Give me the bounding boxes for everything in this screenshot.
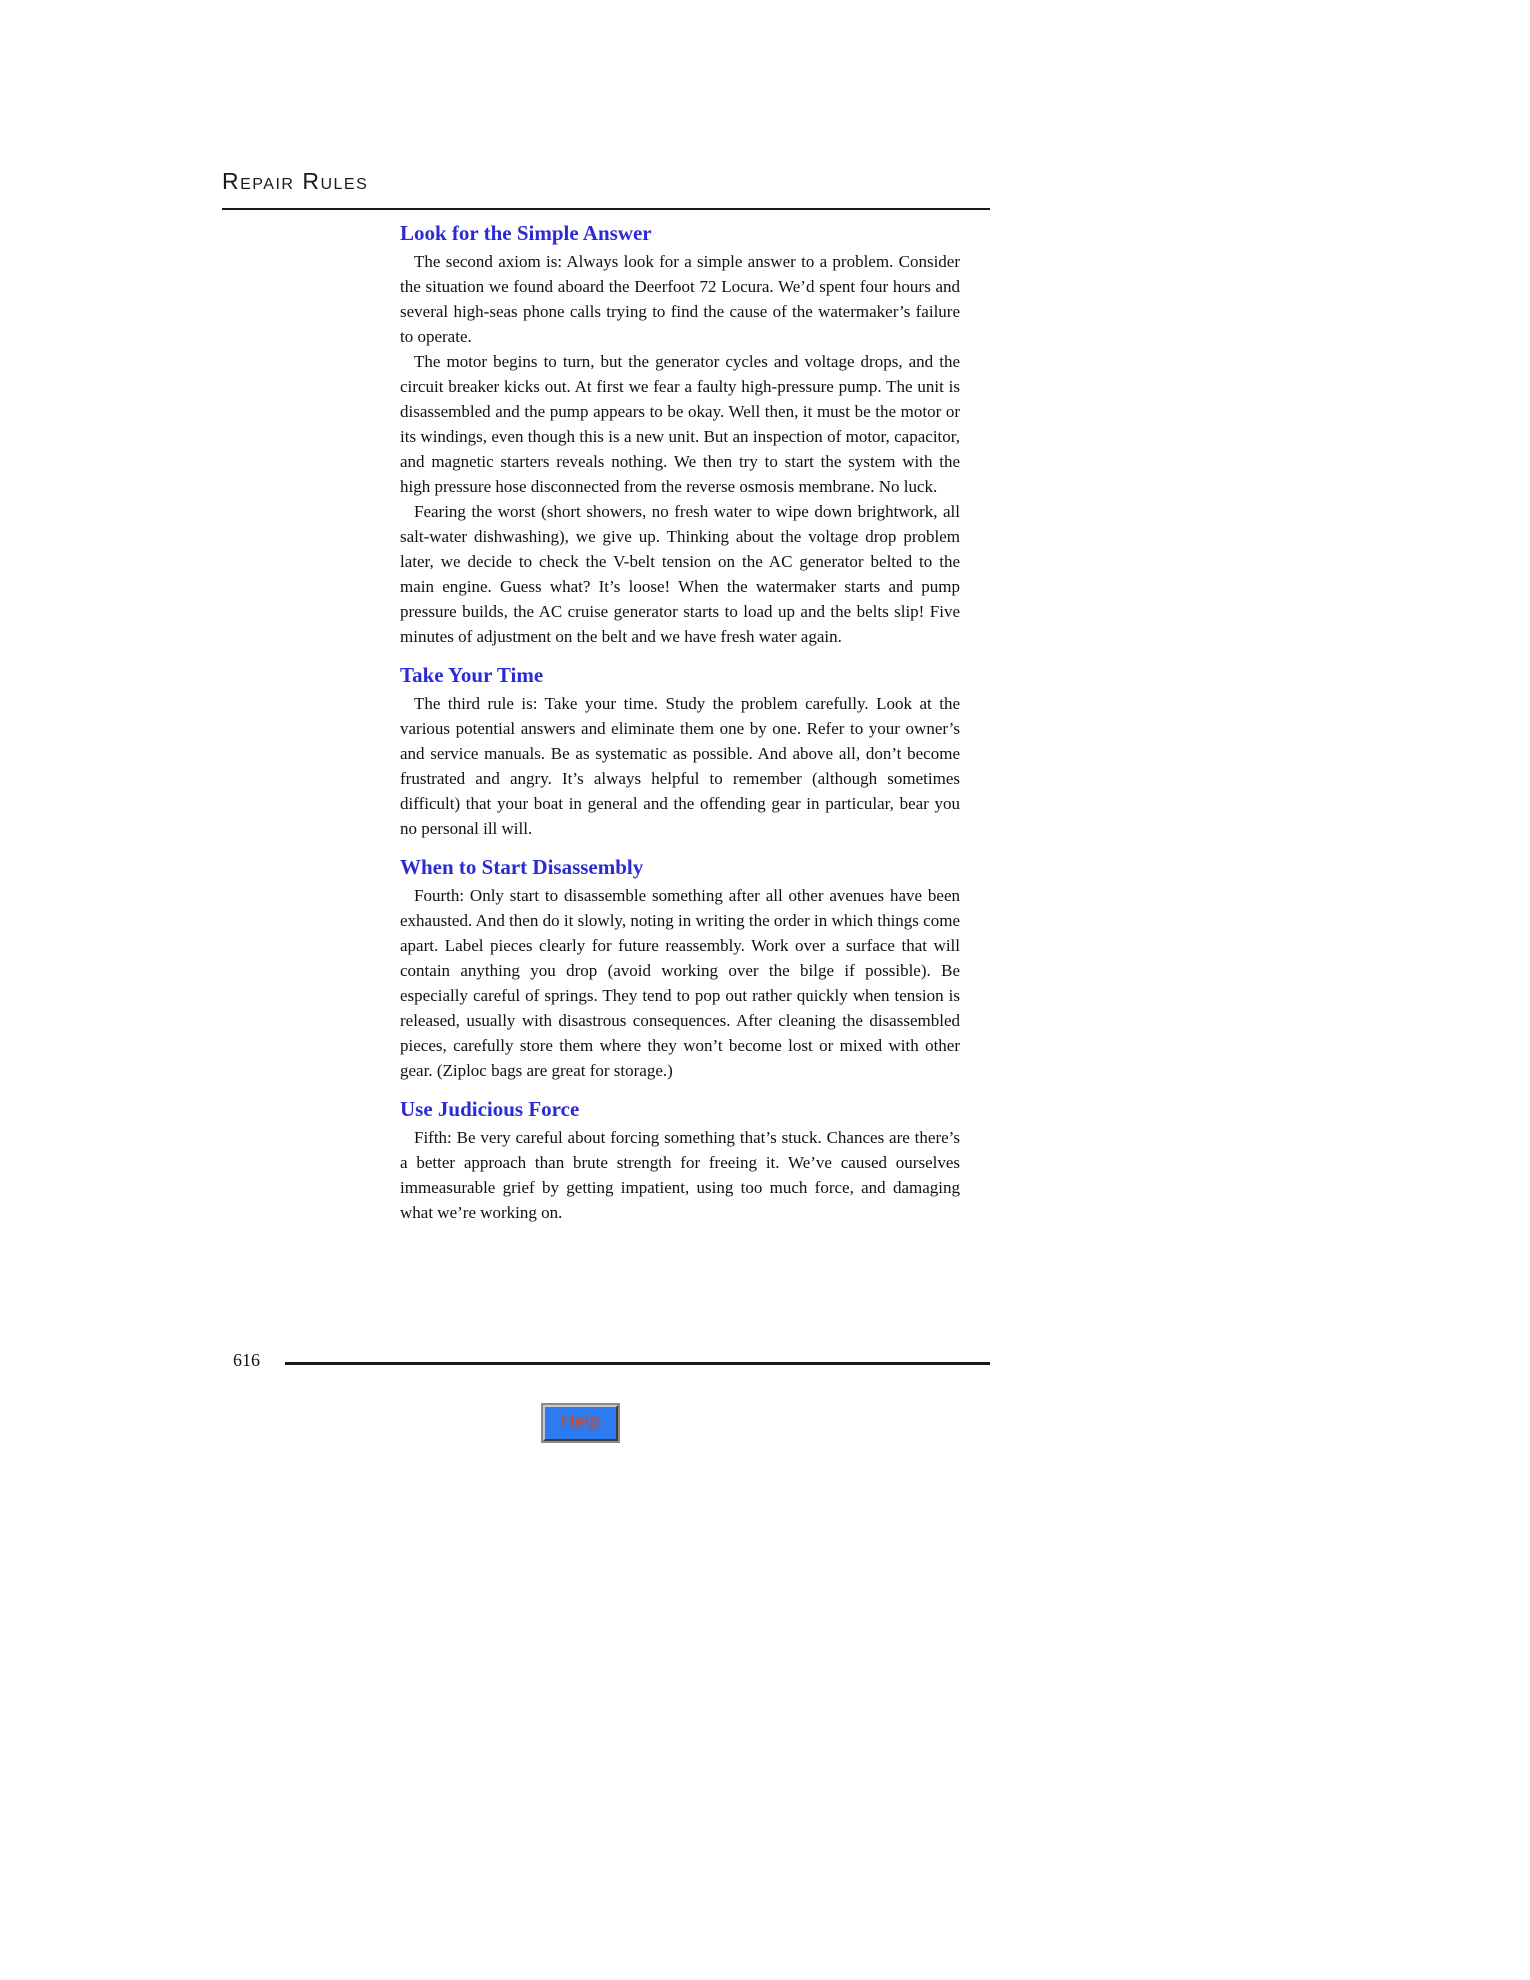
help-button-container bbox=[543, 1405, 618, 1441]
section-look-for-the-simple-answer bbox=[400, 220, 960, 649]
section-when-to-start-disassembly bbox=[400, 854, 960, 1083]
footer-rule bbox=[285, 1362, 990, 1365]
section-heading: When to Start Disassembly bbox=[400, 855, 644, 879]
section-use-judicious-force bbox=[400, 1096, 960, 1225]
section-heading: Look for the Simple Answer bbox=[400, 221, 652, 245]
content-column bbox=[400, 220, 960, 1225]
paragraph: The second axiom is: Always look for a simple answer to a problem. Consider the situation we found aboard the Deerfoot 72 Locura. We’d spent four hours and several high-seas phone calls trying to find the cause of the watermaker’s failure to operate. bbox=[400, 252, 960, 346]
section-heading: Take Your Time bbox=[400, 663, 544, 687]
section-heading: Use Judicious Force bbox=[400, 1097, 580, 1121]
header-rule bbox=[222, 208, 990, 210]
running-head: Repair Rules bbox=[222, 168, 369, 194]
help-button[interactable]: Help bbox=[543, 1405, 618, 1441]
paragraph: Fourth: Only start to disassemble something after all other avenues have been exhausted. And then do it slowly, noting in writing the order in which things come apart. Label pieces clearly for future reassembly. Work over a surface that will contain anything you drop (avoid working over the bilge if possible). Be especially careful of springs. They tend to pop out rather quickly when tension is released, usually with disastrous consequences. After cleaning the disassembled pieces, carefully store them where they won’t become lost or mixed with other gear. (Ziploc bags are great for storage.) bbox=[400, 886, 960, 1080]
paragraph: Fearing the worst (short showers, no fresh water to wipe down brightwork, all salt-water dishwashing), we give up. Thinking about the voltage drop problem later, we decide to check the V-belt tension on the AC generator belted to the main engine. Guess what? It’s loose! When the watermaker starts and pump pressure builds, the AC cruise generator starts to load up and the belts slip! Five minutes of adjustment on the belt and we have fresh water again. bbox=[400, 502, 960, 646]
section-take-your-time bbox=[400, 662, 960, 841]
paragraph: Fifth: Be very careful about forcing something that’s stuck. Chances are there’s a better approach than brute strength for freeing it. We’ve caused ourselves immeasurable grief by getting impatient, using too much force, and damaging what we’re working on. bbox=[400, 1128, 960, 1222]
paragraph: The motor begins to turn, but the generator cycles and voltage drops, and the circuit breaker kicks out. At first we fear a faulty high-pressure pump. The unit is disassembled and the pump appears to be okay. Well then, it must be the motor or its windings, even though this is a new unit. But an inspection of motor, capacitor, and magnetic starters reveals nothing. We then try to start the system with the high pressure hose disconnected from the reverse osmosis membrane. No luck. bbox=[400, 352, 960, 496]
page-number: 616 bbox=[233, 1350, 260, 1370]
paragraph: The third rule is: Take your time. Study the problem carefully. Look at the various potential answers and eliminate them one by one. Refer to your owner’s and service manuals. Be as systematic as possible. And above all, don’t become frustrated and angry. It’s always helpful to remember (although sometimes difficult) that your boat in general and the offending gear in particular, bear you no personal ill will. bbox=[400, 694, 960, 838]
